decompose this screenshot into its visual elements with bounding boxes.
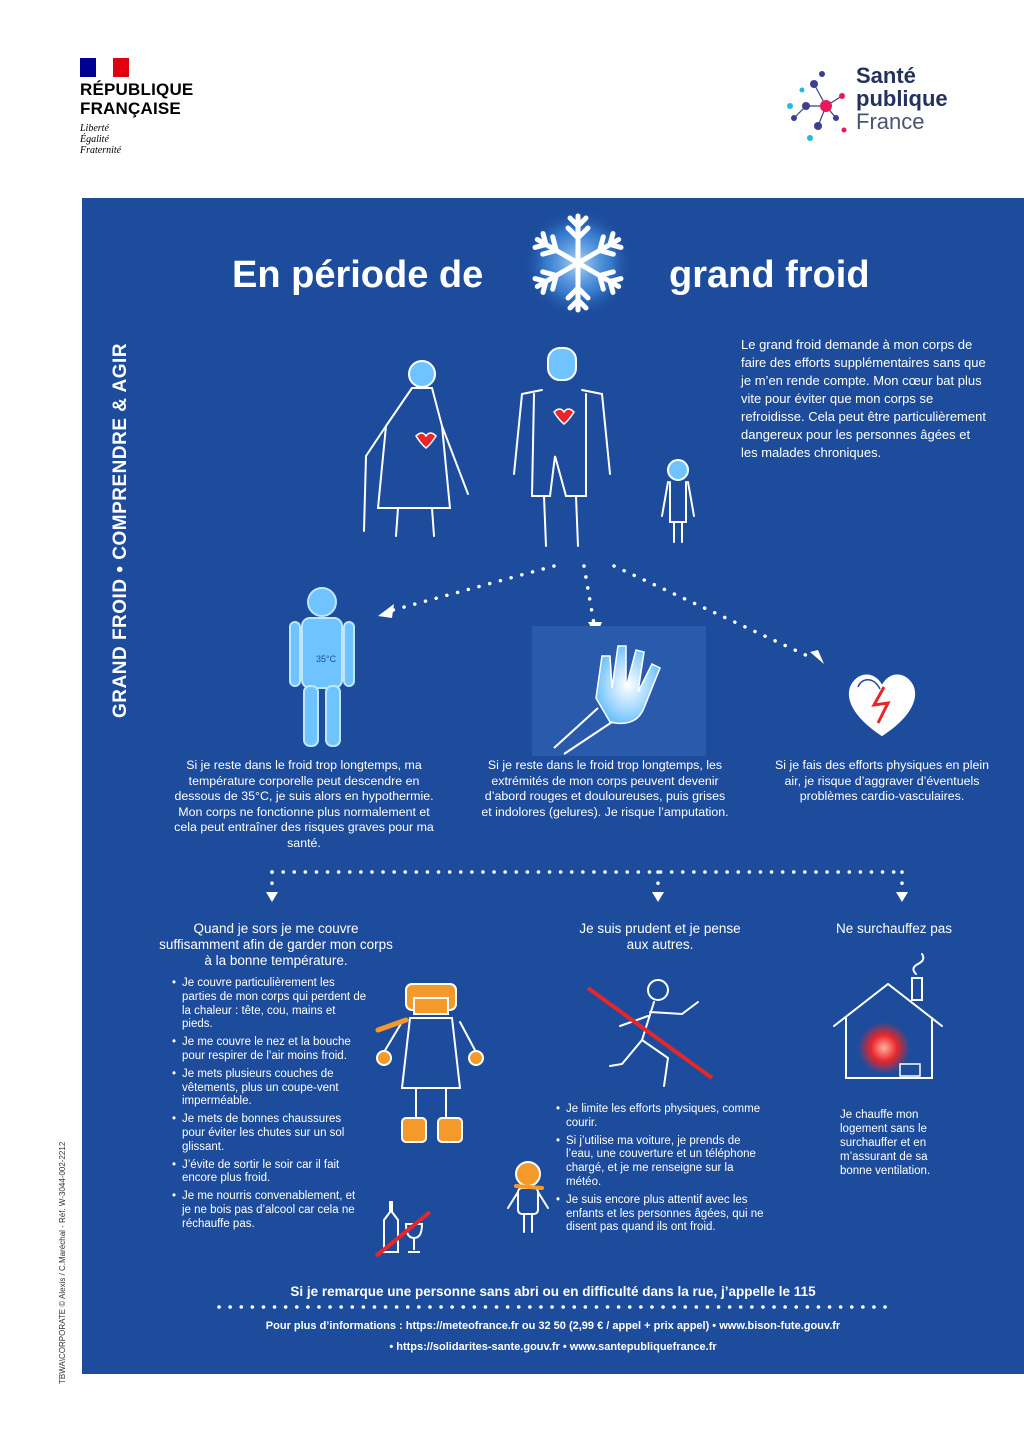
risk-frostbite-text: Si je reste dans le froid trop longtemps, les extrémités de mon corps peuvent devenir d’abord rouges et douloureuses, puis grises et indolores (gelures). Je risque l’amputation. (481, 758, 729, 819)
credit-line: TBWA\CORPORATE © Alexis / C.Maréchal - Réf. W-3044-002-2212 (58, 1141, 67, 1384)
list-item: • Je mets plusieurs couches de vêtements, plus un coupe-vent imperméable. (172, 1068, 367, 1109)
list-item: • Je suis encore plus attentif avec les enfants et les personnes âgées, qui ne disent pas quand ils ont froid. (556, 1194, 766, 1235)
child-illustration (502, 1158, 562, 1238)
rf-name: RÉPUBLIQUE FRANÇAISE (80, 80, 194, 118)
title-left: En période de (232, 254, 484, 296)
risk-hypothermia-text: Si je reste dans le froid trop longtemps, ma température corporelle peut descendre en dessous de 35°C, je suis alors en hypothermie. Mon corps ne fonctionne plus normalement et cela peut entraîner des risques graves pour ma santé. (174, 758, 434, 850)
thermometer-label: 35°C (316, 654, 337, 664)
dotted-divider (268, 866, 928, 906)
spf-wordmark: Santé publique France (856, 63, 948, 134)
col1-list (172, 977, 367, 1236)
heated-house-icon (828, 964, 948, 1084)
broken-heart-icon (842, 663, 922, 743)
hypothermia-illustration (262, 582, 382, 752)
list-item: • Je limite les efforts physiques, comme courir. (556, 1103, 766, 1131)
footer-dotted-line (216, 1304, 896, 1310)
rf-motto: Liberté Égalité Fraternité (80, 123, 122, 156)
runner-illustration (586, 968, 726, 1098)
snowflake-icon (518, 208, 638, 318)
family-illustration (350, 346, 710, 556)
risk-heart-text: Si je fais des efforts physiques en plein air, je risque d’aggraver d’éventuels problèmes cardio-vasculaires. (775, 758, 989, 803)
list-item: • Si j’utilise ma voiture, je prends de l’eau, une couverture et un téléphone chargé, et je me renseigne sur la météo. (556, 1135, 766, 1190)
list-item: • Je couvre particulièrement les parties de mon corps qui perdent de la chaleur : tête, cou, mains et pieds. (172, 977, 367, 1032)
marianne-flag-icon (80, 58, 129, 77)
footer-alert: Si je remarque une personne sans abri ou en difficulté dans la rue, j’appelle le 115 (290, 1284, 816, 1299)
list-item: • Je me couvre le nez et la bouche pour respirer de l’air moins froid. (172, 1036, 367, 1064)
poster (82, 198, 1024, 1374)
col3-text: Je chauffe mon logement sans le surchauffer et en m’assurant de sa bonne ventilation. (840, 1109, 931, 1177)
spf-network-icon (784, 66, 854, 146)
bundled-person-illustration (376, 978, 486, 1158)
list-item: • J’évite de sortir le soir car il fait encore plus froid. (172, 1159, 367, 1187)
footer-info-line1: Pour plus d’informations : https://meteofrance.fr ou 32 50 (2,99 € / appel + prix appel) • www.bison-fute.gouv.fr (265, 1320, 841, 1332)
republique-francaise-logo (80, 58, 220, 156)
col2-heading: Je suis prudent et je pense aux autres. (579, 921, 741, 952)
col3-heading: Ne surchauffez pas (835, 921, 953, 936)
col1-heading: Quand je sors je me couvre suffisamment afin de garder mon corps à la bonne température. (159, 921, 393, 968)
frozen-hand-icon (540, 638, 710, 758)
title-right: grand froid (669, 254, 870, 296)
intro-text: Le grand froid demande à mon corps de faire des efforts supplémentaires sans que je m’en rende compte. Mon cœur bat plus vite pour éviter que mon corps se refroidisse. Cela peut être particulièrement dangereux pour les personnes âgées et les malades chroniques. (741, 337, 986, 460)
col2-list (556, 1103, 766, 1239)
footer-info-line2: • https://solidarites-sante.gouv.fr • www.santepubliquefrance.fr (389, 1341, 717, 1353)
sante-publique-france-logo (784, 62, 974, 152)
no-alcohol-icon (372, 1198, 442, 1258)
list-item: • Je me nourris convenablement, et je ne bois pas d’alcool car cela ne réchauffe pas. (172, 1190, 367, 1231)
side-title: GRAND FROID • COMPRENDRE & AGIR (110, 342, 131, 718)
list-item: • Je mets de bonnes chaussures pour éviter les chutes sur un sol glissant. (172, 1113, 367, 1154)
